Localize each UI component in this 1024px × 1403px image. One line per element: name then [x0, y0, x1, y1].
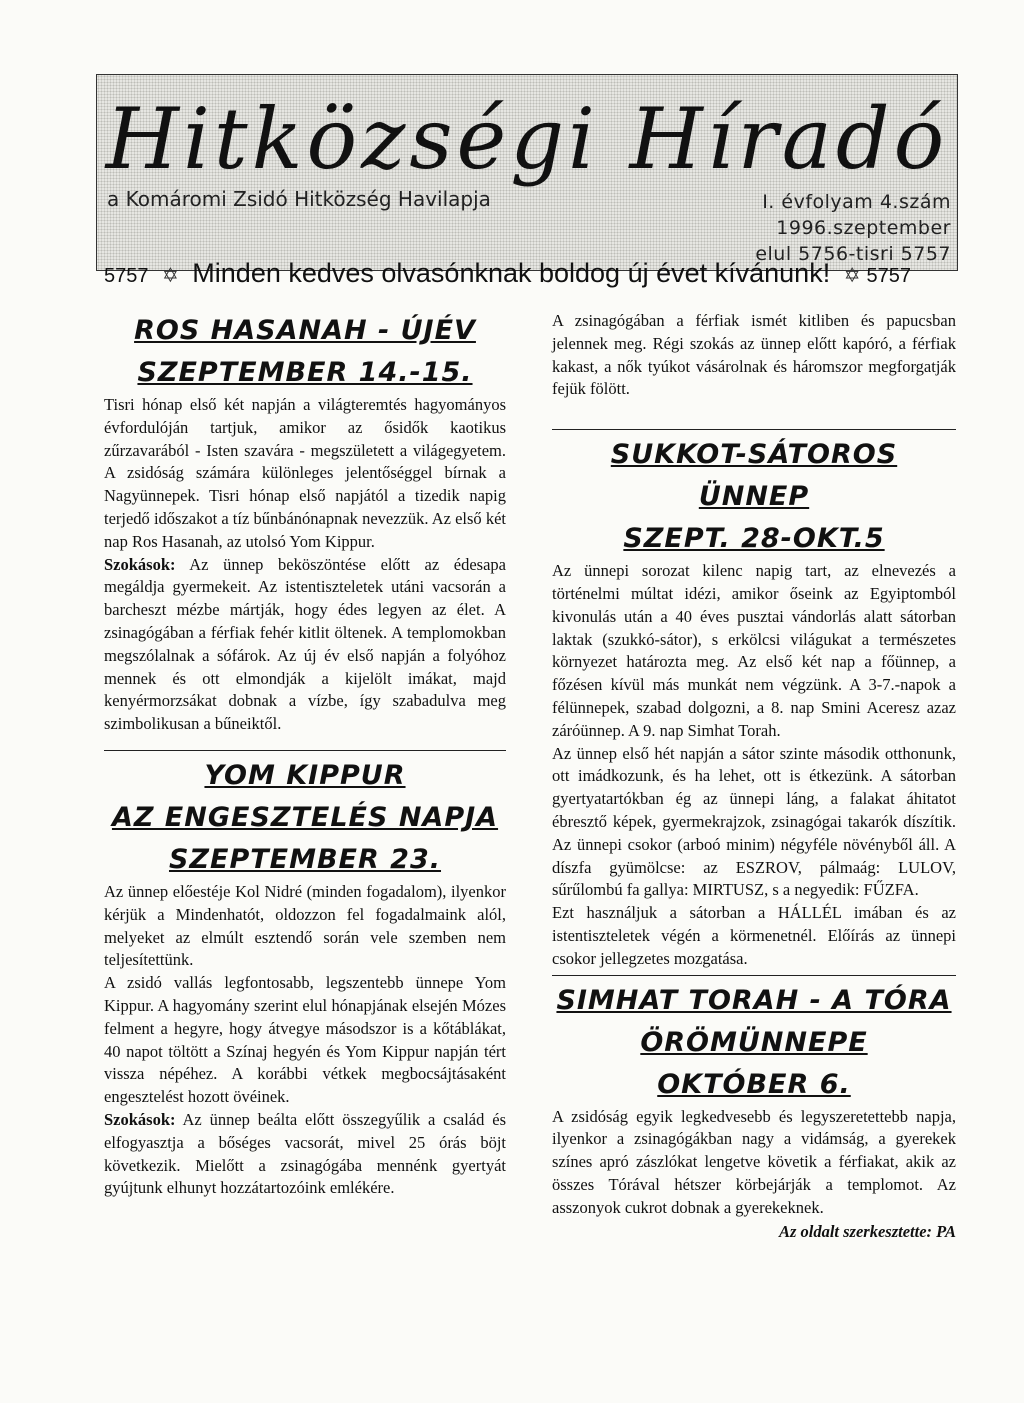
article-paragraph: Az ünnep előestéje Kol Nidré (minden fogadalom), ilyenkor kérjük a Mindenhatót, oldozzon fel fogadalmaink alól, melyeket az elmúlt esztendő során vele szemben nem teljesítettünk. [104, 881, 506, 970]
article-paragraph: Ezt használjuk a sátorban a HÁLLÉL imában és az istentiszteletek végén a körmenetnél. Előírás az ünnepi csokor jellegzetes mozgatása. [552, 903, 956, 968]
section-divider [552, 429, 956, 430]
right-column [552, 310, 956, 1244]
star-of-david-icon: ✡ [843, 265, 861, 287]
greeting-text: Minden kedves olvasónknak boldog új évet kívánunk! [192, 258, 831, 288]
article-paragraph: A zsidó vallás legfontosabb, legszentebb ünnepe Yom Kippur. A hagyomány szerint elul hónapjának elsején Mózes felment a hegyre, hogy átvegye másodszor is a kőtáblákat, 40 napot töltött a Színaj hegyén és Yom Kippur napján tért vissza népéhez. A korábbi vétkek megbocsájtásaként engesztelést hozott övéinek. [104, 973, 506, 1107]
article-ros-hasanah [104, 310, 506, 736]
masthead [96, 74, 958, 271]
greeting-banner [104, 258, 944, 289]
article-heading: SUKKOT-SÁTOROS ÜNNEP SZEPT. 28-OKT.5 [610, 439, 898, 555]
left-column [104, 310, 506, 1200]
section-divider [552, 975, 956, 976]
star-of-david-icon: ✡ [162, 265, 179, 287]
article-paragraph: A zsidóság egyik legkedvesebb és legyszeretettebb napja, ilyenkor a zsinagógákban nagy a vidámság, a gyerekek színes apró zászlókat lengetve követik a férfiakat, akik az összes Tórával hétszer körbejárják a templomot. Az asszonyok cukrot dobnak a gyerekeknek. [552, 1106, 956, 1217]
article-sukkot [552, 434, 956, 970]
issue-volume: I. évfolyam 4.szám [762, 191, 951, 213]
article-heading: YOM KIPPUR AZ ENGESZTELÉS NAPJA SZEPTEMBER 23. [111, 759, 499, 875]
article-paragraph: Tisri hónap első két napján a világteremtés hagyományos évfordulóján tartjuk, amikor az ősidők kaotikus zűrzavarából - Isten szavára - megszületett a világegyetem. A zsidóság számára különleges jelentőséggel bírnak a Nagyünnepek. Tisri hónap első napjától a tizedik napig terjedő időszakot a tíz bűnbánónapnak nevezzük. Az első két nap Ros Hasanah, az utolsó Yom Kippur. [104, 395, 506, 551]
section-divider [104, 750, 506, 751]
issue-info [755, 189, 951, 267]
greeting-year-left: 5757 [104, 265, 149, 287]
article-yom-kippur [104, 755, 506, 1200]
article-heading: ROS HASANAH - ÚJÉV SZEPTEMBER 14.-15. [134, 315, 476, 388]
newspaper-title: Hitközségi Híradó [105, 90, 949, 188]
greeting-year-right: 5757 [866, 265, 911, 287]
article-simhat-torah [552, 980, 956, 1244]
article-paragraph: Szokások: Az ünnep beálta előtt összegyűlik a család és elfogyasztja a bőséges vacsorát, mivel 25 órás böjt következik. Mielőtt a zsinagógába mennénk gyertyát gyújtunk elhunyt hozzátartozóink emlékére. [104, 1109, 506, 1198]
newspaper-subtitle: a Komáromi Zsidó Hitközség Havilapja [107, 187, 491, 211]
article-paragraph: Szokások: Az ünnep beköszöntése előtt az édesapa megáldja gyermekeit. Az istentiszteletek utáni vacsorán a barcheszt mézbe mártják, hogy édes legyen az élet. A zsinagógában a férfiak fehér kitlit öltenek. A templomokban megszólalnak a sófárok. Az új év első napján a folyóhoz mennek és ott elmondják a kijelölt imákat, majd kenyérmorzsákat dobnak a vízbe, így szabadulva meg szimbolikusan a bűneiktől. [104, 554, 506, 734]
editor-credit: Az oldalt szerkesztette: PA [778, 1221, 956, 1241]
article-paragraph: Az ünnepi sorozat kilenc napig tart, az elnevezés a történelmi múltat idézi, amikor őseink az Egyiptomból kivonulás után a 40 éves pusztai vándorlás alatt sátorban laktak (szukkó-sátor), s erkölcsi világukat a természetes környezet határozta meg. Az első két nap a főünnep, a főzésen kívül más munkát nem végzünk. A 3-7.-napok a félünnepek, szabad dolgozni, a 8. nap Smini Aceresz azaz záróünnep. A 9. nap Simhat Torah. [552, 561, 956, 740]
issue-hebrew-date: elul 5756-tisri 5757 [755, 243, 951, 265]
article-paragraph: A zsinagógában a férfiak ismét kitliben és papucsban jelennek meg. Régi szokás az ünnep előtt kapóró, a férfiak kakast, a nők tyúkot vásárolnak és háromszor megforgatják fejük fölött. [552, 311, 956, 399]
issue-date: 1996.szeptember [776, 217, 951, 239]
article-paragraph: Az ünnep első hét napján a sátor szinte második otthonunk, ott imádkozunk, és ha lehet, ott is étkezünk. A sátorban gyertyatartókban ég az ünnepi láng, a falakat áhitatot ébresztő képek, gyermekrajzok, zsinagógai takarók díszítik. Az ünnepi csokor (arboó minim) négyféle növényből áll. A díszfa gyümölcse: az ESZROV, pálmaág: LULOV, sűrűlombú fa gallya: MIRTUSZ, s a negyedik: FŰZFA. [552, 743, 956, 900]
article-heading: SIMHAT TORAH - A TÓRA ÖRÖMÜNNEPE OKTÓBER 6. [556, 984, 952, 1100]
